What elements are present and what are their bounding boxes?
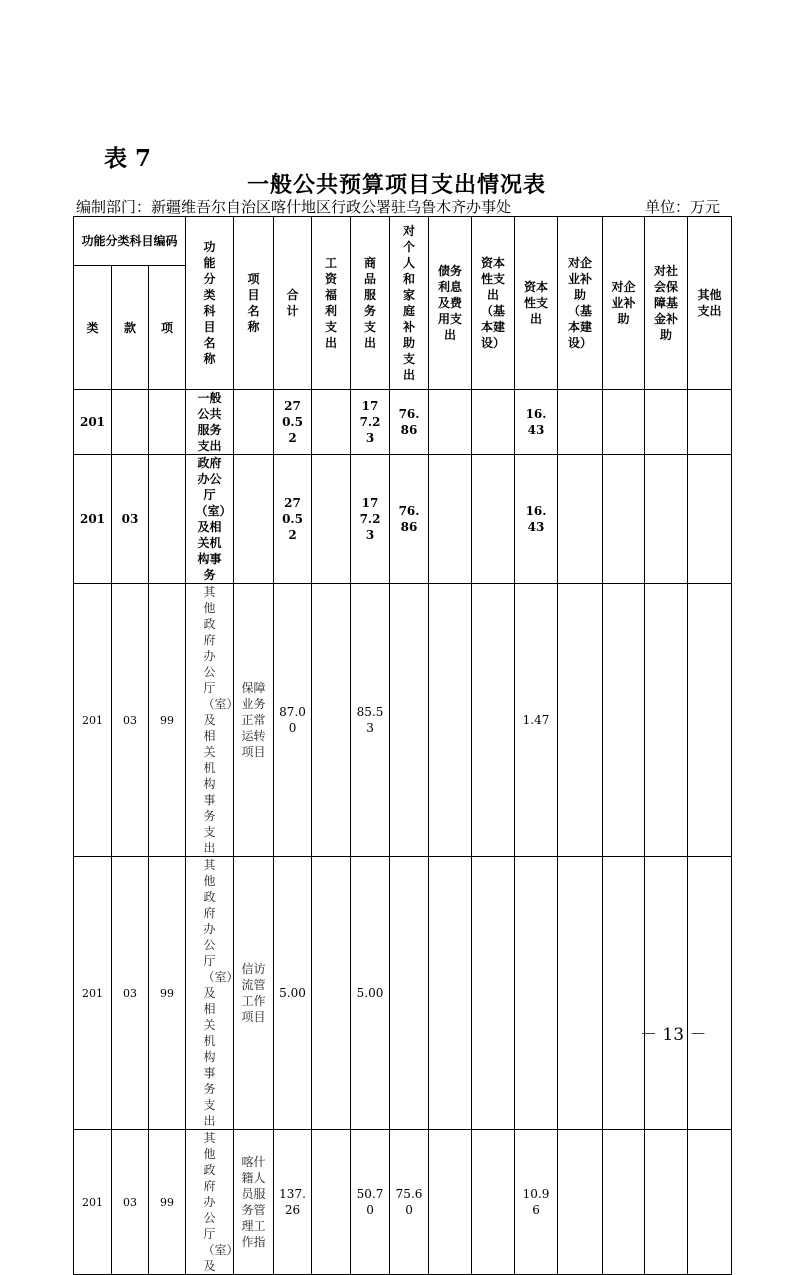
cell-enterprise-subsidy-base <box>558 1130 603 1275</box>
header-code-group: 功能分类科目编码 <box>74 217 186 266</box>
cell-enterprise-subsidy-base <box>558 584 603 857</box>
department-label: 编制部门：新疆维吾尔自治区喀什地区行政公署驻乌鲁木齐办事处 <box>76 198 512 216</box>
cell-function-name: 其他政府办公厅（室）及相关机构事务支出 <box>186 584 234 857</box>
cell-xiang: 99 <box>149 857 186 1130</box>
header-personal-subsidy: 对个人和家庭补助支出 <box>390 217 429 390</box>
cell-debt <box>429 1130 472 1275</box>
cell-total: 5.00 <box>274 857 312 1130</box>
cell-personal: 76.86 <box>390 390 429 455</box>
table-row <box>74 455 732 584</box>
cell-enterprise-subsidy <box>603 455 645 584</box>
cell-goods: 177.23 <box>351 390 390 455</box>
header-row-1 <box>74 217 732 266</box>
cell-goods: 177.23 <box>351 455 390 584</box>
cell-debt <box>429 584 472 857</box>
cell-personal: 75.60 <box>390 1130 429 1275</box>
cell-salary <box>312 390 351 455</box>
table-number: 表 7 <box>104 145 152 172</box>
cell-project-name: 保障业务正常运转项目 <box>234 584 274 857</box>
header-capital-base: 资本性支出（基本建设） <box>472 217 515 390</box>
cell-personal: 76.86 <box>390 455 429 584</box>
cell-lei: 201 <box>74 1130 112 1275</box>
cell-capital-base <box>472 584 515 857</box>
cell-personal <box>390 857 429 1130</box>
cell-capital: 16.43 <box>515 455 558 584</box>
cell-salary <box>312 857 351 1130</box>
cell-total: 87.00 <box>274 584 312 857</box>
cell-enterprise-subsidy-base <box>558 390 603 455</box>
cell-goods: 5.00 <box>351 857 390 1130</box>
table-row <box>74 857 732 1130</box>
cell-function-name: 其他政府办公厅（室）及 <box>186 1130 234 1275</box>
header-debt-interest: 债务利息及费用支出 <box>429 217 472 390</box>
cell-social <box>645 584 688 857</box>
cell-kuan: 03 <box>112 857 149 1130</box>
cell-xiang: 99 <box>149 584 186 857</box>
header-social-security: 对社会保障基金补助 <box>645 217 688 390</box>
cell-xiang <box>149 390 186 455</box>
cell-capital-base <box>472 390 515 455</box>
cell-total: 270.52 <box>274 390 312 455</box>
cell-other <box>688 1130 732 1275</box>
cell-social <box>645 1130 688 1275</box>
cell-lei: 201 <box>74 857 112 1130</box>
cell-project-name: 信访流管工作项目 <box>234 857 274 1130</box>
cell-social <box>645 390 688 455</box>
cell-capital-base <box>472 1130 515 1275</box>
header-total: 合计 <box>274 217 312 390</box>
cell-salary <box>312 1130 351 1275</box>
table-row <box>74 1130 732 1275</box>
cell-other <box>688 857 732 1130</box>
cell-project-name: 喀什籍人员服务管理工作指 <box>234 1130 274 1275</box>
header-capital: 资本性支出 <box>515 217 558 390</box>
cell-debt <box>429 455 472 584</box>
cell-kuan: 03 <box>112 1130 149 1275</box>
cell-other <box>688 390 732 455</box>
page-number: － 13 － <box>640 1025 707 1045</box>
cell-enterprise-subsidy-base <box>558 455 603 584</box>
cell-enterprise-subsidy-base <box>558 857 603 1130</box>
cell-total: 137.26 <box>274 1130 312 1275</box>
header-kuan: 款 <box>112 266 149 390</box>
cell-capital-base <box>472 857 515 1130</box>
cell-enterprise-subsidy <box>603 1130 645 1275</box>
cell-debt <box>429 857 472 1130</box>
table-row <box>74 390 732 455</box>
header-function-name: 功能分类科目名称 <box>186 217 234 390</box>
header-enterprise-subsidy: 对企业补助 <box>603 217 645 390</box>
cell-function-name: 一般公共服务支出 <box>186 390 234 455</box>
table-row <box>74 584 732 857</box>
header-enterprise-subsidy-base: 对企业补助（基本建设） <box>558 217 603 390</box>
header-xiang: 项 <box>149 266 186 390</box>
cell-enterprise-subsidy <box>603 584 645 857</box>
cell-lei: 201 <box>74 584 112 857</box>
expenditure-table <box>73 216 732 1275</box>
cell-debt <box>429 390 472 455</box>
cell-capital: 10.96 <box>515 1130 558 1275</box>
cell-lei: 201 <box>74 455 112 584</box>
unit-label: 单位：万元 <box>644 198 720 216</box>
cell-kuan <box>112 390 149 455</box>
meta-line <box>76 196 720 216</box>
cell-function-name: 政府办公厅（室）及相关机构事务 <box>186 455 234 584</box>
cell-goods: 50.70 <box>351 1130 390 1275</box>
cell-total: 270.52 <box>274 455 312 584</box>
cell-goods: 85.53 <box>351 584 390 857</box>
cell-enterprise-subsidy <box>603 857 645 1130</box>
cell-xiang <box>149 455 186 584</box>
cell-enterprise-subsidy <box>603 390 645 455</box>
cell-social <box>645 455 688 584</box>
cell-social <box>645 857 688 1130</box>
cell-kuan: 03 <box>112 455 149 584</box>
header-lei: 类 <box>74 266 112 390</box>
cell-salary <box>312 455 351 584</box>
cell-function-name: 其他政府办公厅（室）及相关机构事务支出 <box>186 857 234 1130</box>
cell-capital: 1.47 <box>515 584 558 857</box>
cell-capital <box>515 857 558 1130</box>
cell-other <box>688 584 732 857</box>
header-other: 其他支出 <box>688 217 732 390</box>
cell-project-name <box>234 390 274 455</box>
cell-personal <box>390 584 429 857</box>
header-goods-services: 商品服务支出 <box>351 217 390 390</box>
cell-capital-base <box>472 455 515 584</box>
cell-kuan: 03 <box>112 584 149 857</box>
cell-other <box>688 455 732 584</box>
cell-lei: 201 <box>74 390 112 455</box>
cell-salary <box>312 584 351 857</box>
cell-xiang: 99 <box>149 1130 186 1275</box>
header-salary: 工资福利支出 <box>312 217 351 390</box>
cell-capital: 16.43 <box>515 390 558 455</box>
document-title: 一般公共预算项目支出情况表 <box>246 172 546 198</box>
header-project-name: 项目名称 <box>234 217 274 390</box>
cell-project-name <box>234 455 274 584</box>
